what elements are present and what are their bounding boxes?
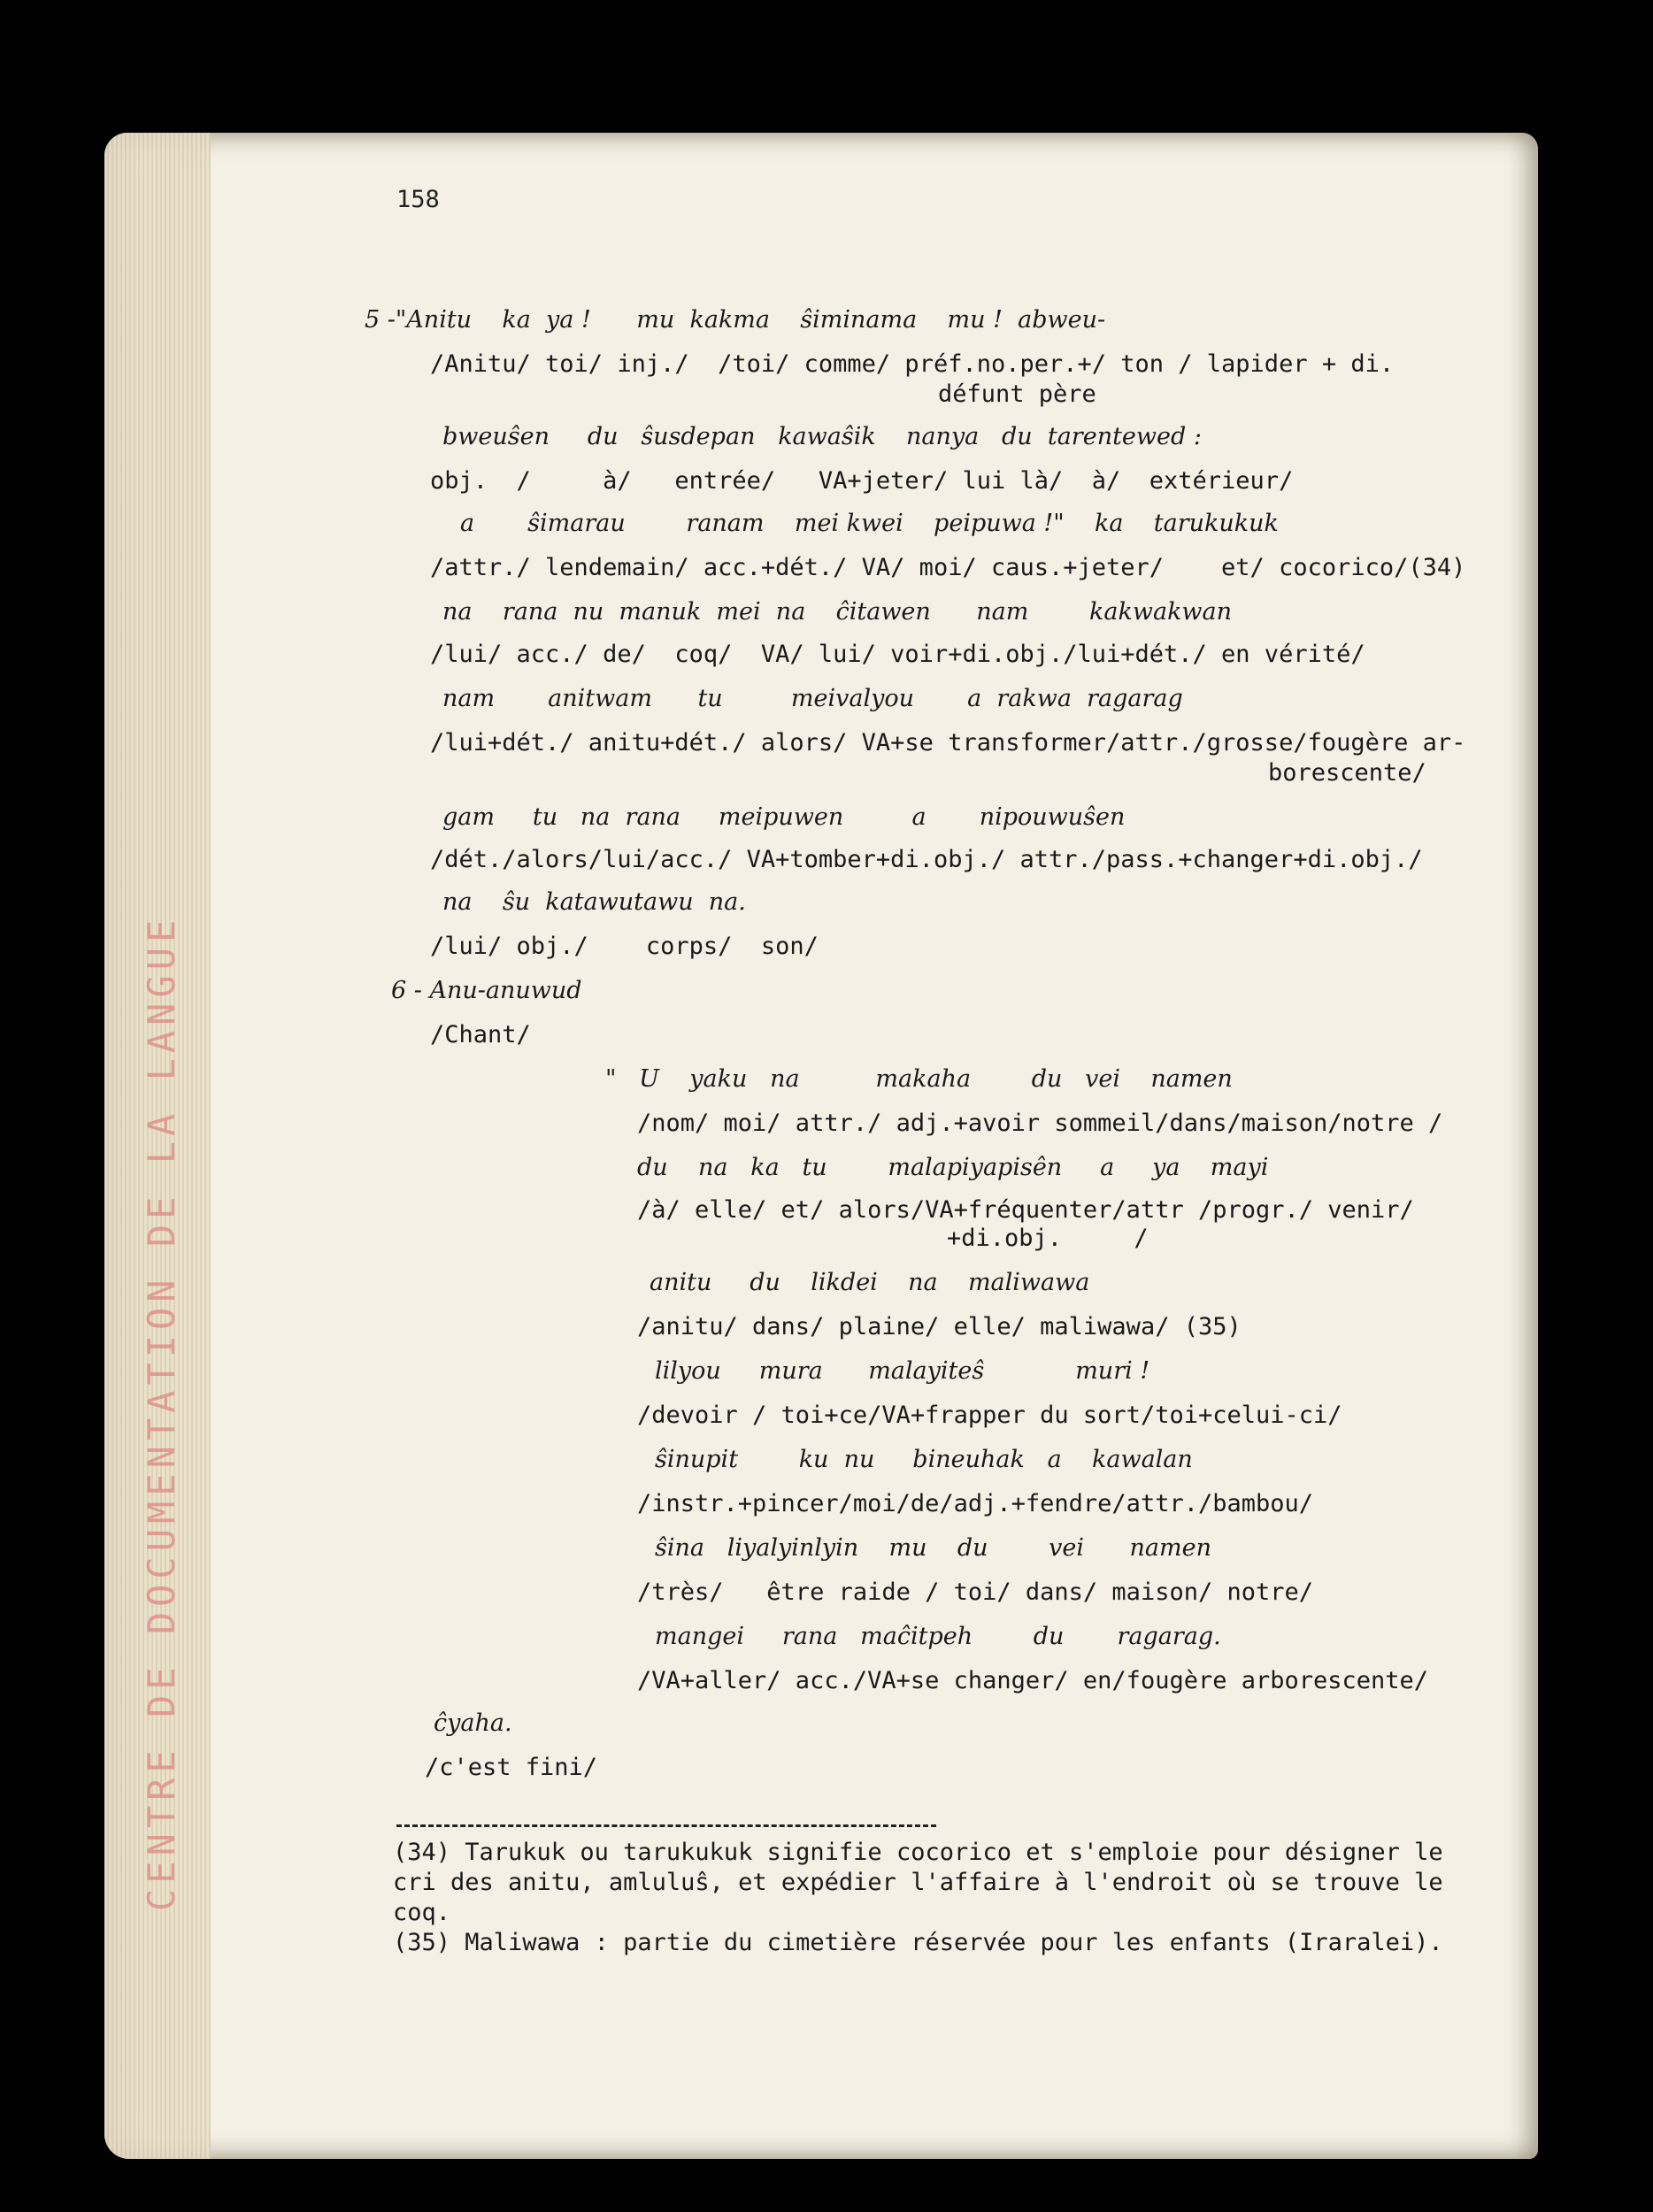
line: /anitu/ dans/ plaine/ elle/ maliwawa/ (35) <box>637 1313 1242 1340</box>
footnote-line: (34) Tarukuk ou tarukukuk signifie cocorico et s'emploie pour désigner le <box>393 1839 1443 1866</box>
line: /attr./ lendemain/ acc.+dét./ VA/ moi/ caus.+jeter/ et/ cocorico/(34) <box>430 554 1466 581</box>
page-number: 158 <box>396 186 440 213</box>
line: /Anitu/ toi/ inj./ /toi/ comme/ préf.no.per.+/ ton / lapider + di. <box>430 350 1395 378</box>
line: gam tu na rana meipuwen a nipouwuŝen <box>442 803 1126 831</box>
line: /devoir / toi+ce/VA+frapper du sort/toi+celui-ci/ <box>637 1402 1342 1429</box>
line: anitu du likdei na maliwawa <box>650 1269 1090 1296</box>
line: borescente/ <box>1268 759 1426 787</box>
line: mangei rana maĉitpeh du ragarag. <box>655 1623 1221 1650</box>
line: /Chant/ <box>430 1021 531 1048</box>
line: /dét./alors/lui/acc./ VA+tomber+di.obj./ attr./pass.+changer+di.obj./ <box>430 846 1423 873</box>
line: nam anitwam tu meivalyou a rakwa ragarag <box>442 685 1183 712</box>
footnote-line: (35) Maliwawa : partie du cimetière réservée pour les enfants (Iraralei). <box>393 1929 1443 1956</box>
line: " U yaku na makaha du vei namen <box>605 1065 1233 1093</box>
footnote-rule <box>396 1824 936 1827</box>
line: /lui/ obj./ corps/ son/ <box>430 933 819 960</box>
line: 6 - Anu-anuwud <box>391 977 582 1004</box>
line: bweuŝen du ŝusdepan kawaŝik nanya du tarentewed : <box>442 423 1202 450</box>
library-stamp: CENTRE DE DOCUMENTATION DE LA LANGUE <box>140 914 183 1911</box>
line: /VA+aller/ acc./VA+se changer/ en/fougère arborescente/ <box>637 1667 1429 1694</box>
footnote-line: cri des anitu, amluluŝ, et expédier l'affaire à l'endroit où se trouve le <box>393 1869 1443 1896</box>
line: +di.obj. / <box>947 1225 1149 1252</box>
line: défunt père <box>938 380 1096 408</box>
line: /lui+dét./ anitu+dét./ alors/ VA+se transformer/attr./grosse/fougère ar- <box>430 729 1466 757</box>
line: a ŝimarau ranam mei kwei peipuwa !" ka tarukukuk <box>460 510 1279 537</box>
line: du na ka tu malapiyapisên a ya mayi <box>637 1154 1269 1181</box>
line: /très/ être raide / toi/ dans/ maison/ notre/ <box>637 1578 1314 1606</box>
line: ŝinupit ku nu bineuhak a kawalan <box>655 1446 1193 1473</box>
line: /nom/ moi/ attr./ adj.+avoir sommeil/dans/maison/notre / <box>637 1110 1443 1137</box>
line: lilyou mura malayiteŝ muri ! <box>655 1357 1150 1385</box>
line: na rana nu manuk mei na ĉitawen nam kakwakwan <box>442 598 1233 626</box>
line: ĉyaha. <box>434 1709 512 1737</box>
line: na ŝu katawutawu na. <box>442 888 746 916</box>
line: /à/ elle/ et/ alors/VA+fréquenter/attr /progr./ venir/ <box>637 1196 1414 1224</box>
line: ŝina liyalyinlyin mu du vei namen <box>655 1534 1211 1562</box>
line: /lui/ acc./ de/ coq/ VA/ lui/ voir+di.obj./lui+dét./ en vérité/ <box>430 641 1365 668</box>
line: 5 -"Anitu ka ya ! mu kakma ŝiminama mu ! abweu- <box>365 306 1106 334</box>
line: /instr.+pincer/moi/de/adj.+fendre/attr./bambou/ <box>637 1490 1314 1517</box>
line: obj. / à/ entrée/ VA+jeter/ lui là/ à/ extérieur/ <box>430 467 1294 495</box>
line: /c'est fini/ <box>425 1754 598 1781</box>
footnote-line: coq. <box>393 1899 451 1926</box>
